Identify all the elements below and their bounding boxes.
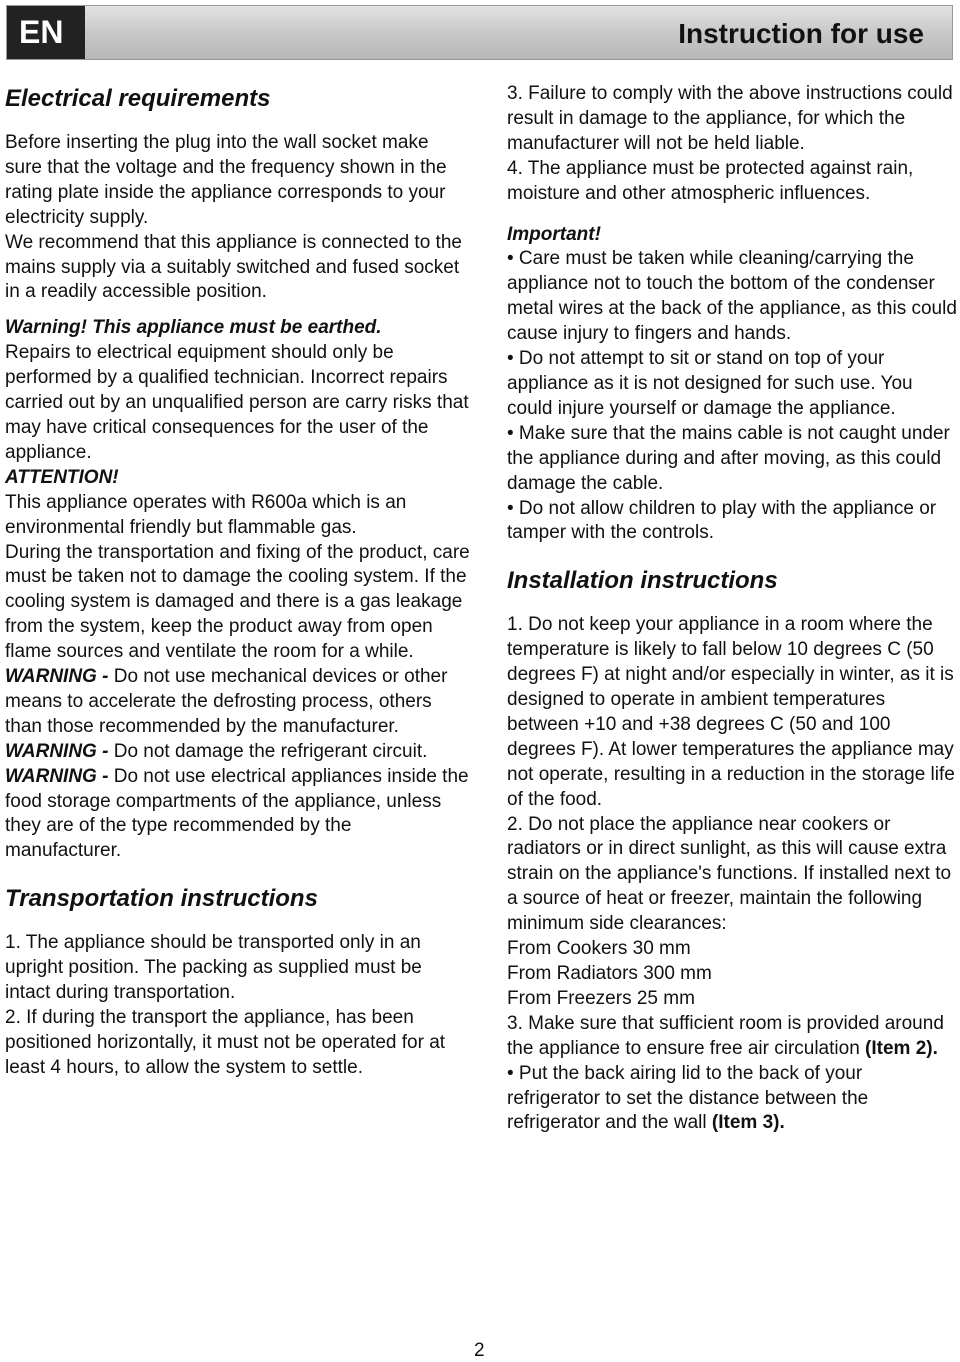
electrical-paragraph-2: We recommend that this appliance is connected to the mains supply via a suitably switched and fused socket in a readily accessible position.: [5, 231, 462, 303]
document-title: Instruction for use: [678, 18, 924, 49]
warning-electrical-appliances: WARNING - Do not use electrical appliances inside the food storage compartments of the appliance, unless they are of the type recommended by the manufacturer.: [5, 765, 469, 862]
transport-item-1: 1. The appliance should be transported only in an upright position. The packing as supplied must be intact during transportation.: [5, 932, 422, 1004]
clearance-cookers: From Cookers 30 mm: [507, 938, 691, 960]
install-item-4: • Put the back airing lid to the back of your refrigerator to set the distance between the refrigerator and the wall (Item 3).: [507, 1062, 869, 1134]
right-column: [507, 82, 957, 1136]
transport-item-4: 4. The appliance must be protected against rain, moisture and other atmospheric influences.: [507, 157, 914, 204]
clearance-freezers: From Freezers 25 mm: [507, 987, 695, 1009]
transport-item-2: 2. If during the transport the appliance, has been positioned horizontally, it must not be operated for at least 4 hours, to allow the system to settle.: [5, 1007, 446, 1078]
transportation-heading: Transportation instructions: [5, 885, 318, 913]
install-item-2: 2. Do not place the appliance near cookers or radiators or in direct sunlight, as this will cause extra strain on the appliance's functions. If installed next to a source of heat or freezer, maintain the following minimum side clearances:: [507, 813, 952, 935]
attention-label: ATTENTION!: [5, 466, 119, 488]
language-tag: EN: [7, 6, 85, 59]
warning-defrosting: WARNING - Do not use mechanical devices or other means to accelerate the defrosting process, others than those recommended by the manufacturer.: [5, 666, 448, 737]
install-item-3: 3. Make sure that sufficient room is provided around the appliance to ensure free air circulation (Item 2).: [507, 1012, 944, 1059]
electrical-paragraph-1: Before inserting the plug into the wall socket make sure that the voltage and the frequency shown in the rating plate inside the appliance corresponds to your electricity supply.: [5, 132, 447, 228]
cooling-system-paragraph: During the transportation and fixing of the product, care must be taken not to damage the cooling system. If the cooling system is damaged and there is a gas leakage from the system, keep the product away from open flame sources and ventilate the room for a while.: [5, 541, 470, 663]
earth-warning: Warning! This appliance must be earthed.: [5, 317, 382, 339]
page-header: [6, 5, 953, 60]
page-number: 2: [474, 1340, 485, 1361]
left-column: [5, 82, 470, 1081]
install-item-1: 1. Do not keep your appliance in a room where the temperature is likely to fall below 10 degrees C (50 degrees F) at night and/or especially in winter, as it is designed to operate in ambient temperatures between +10 and +38 degrees C (50 and 100 degrees F). At lower temperatures the appliance may not operate, resulting in a reduction in the storage life of the food.: [507, 614, 955, 810]
electrical-requirements-heading: Electrical requirements: [5, 85, 271, 112]
bullet-mains-cable: • Make sure that the mains cable is not caught under the appliance during and after moving, as this could damage the cable.: [507, 422, 950, 494]
bullet-sit-stand: • Do not attempt to sit or stand on top of your appliance as it is not designed for such use. You could injure yourself or damage the appliance.: [507, 348, 913, 419]
clearance-radiators: From Radiators 300 mm: [507, 963, 712, 984]
bullet-condenser: • Care must be taken while cleaning/carrying the appliance not to touch the bottom of the condenser metal wires at the back of the appliance, as this could cause injury to fingers and hands.: [507, 248, 957, 345]
repairs-paragraph: Repairs to electrical equipment should only be performed by a qualified technician. Incorrect repairs carried out by an unqualified person are carry risks that may have critical consequences for the user of the appliance.: [5, 342, 469, 463]
installation-heading: Installation instructions: [507, 567, 778, 595]
warning-refrigerant: WARNING - Do not damage the refrigerant circuit.: [5, 740, 428, 762]
r600a-paragraph: This appliance operates with R600a which is an environmental friendly but flammable gas.: [5, 491, 407, 538]
bullet-children: • Do not allow children to play with the appliance or tamper with the controls.: [507, 497, 937, 544]
transport-item-3: 3. Failure to comply with the above instructions could result in damage to the appliance, for which the manufacturer will not be held liable.: [507, 83, 953, 154]
important-label: Important!: [507, 223, 601, 245]
